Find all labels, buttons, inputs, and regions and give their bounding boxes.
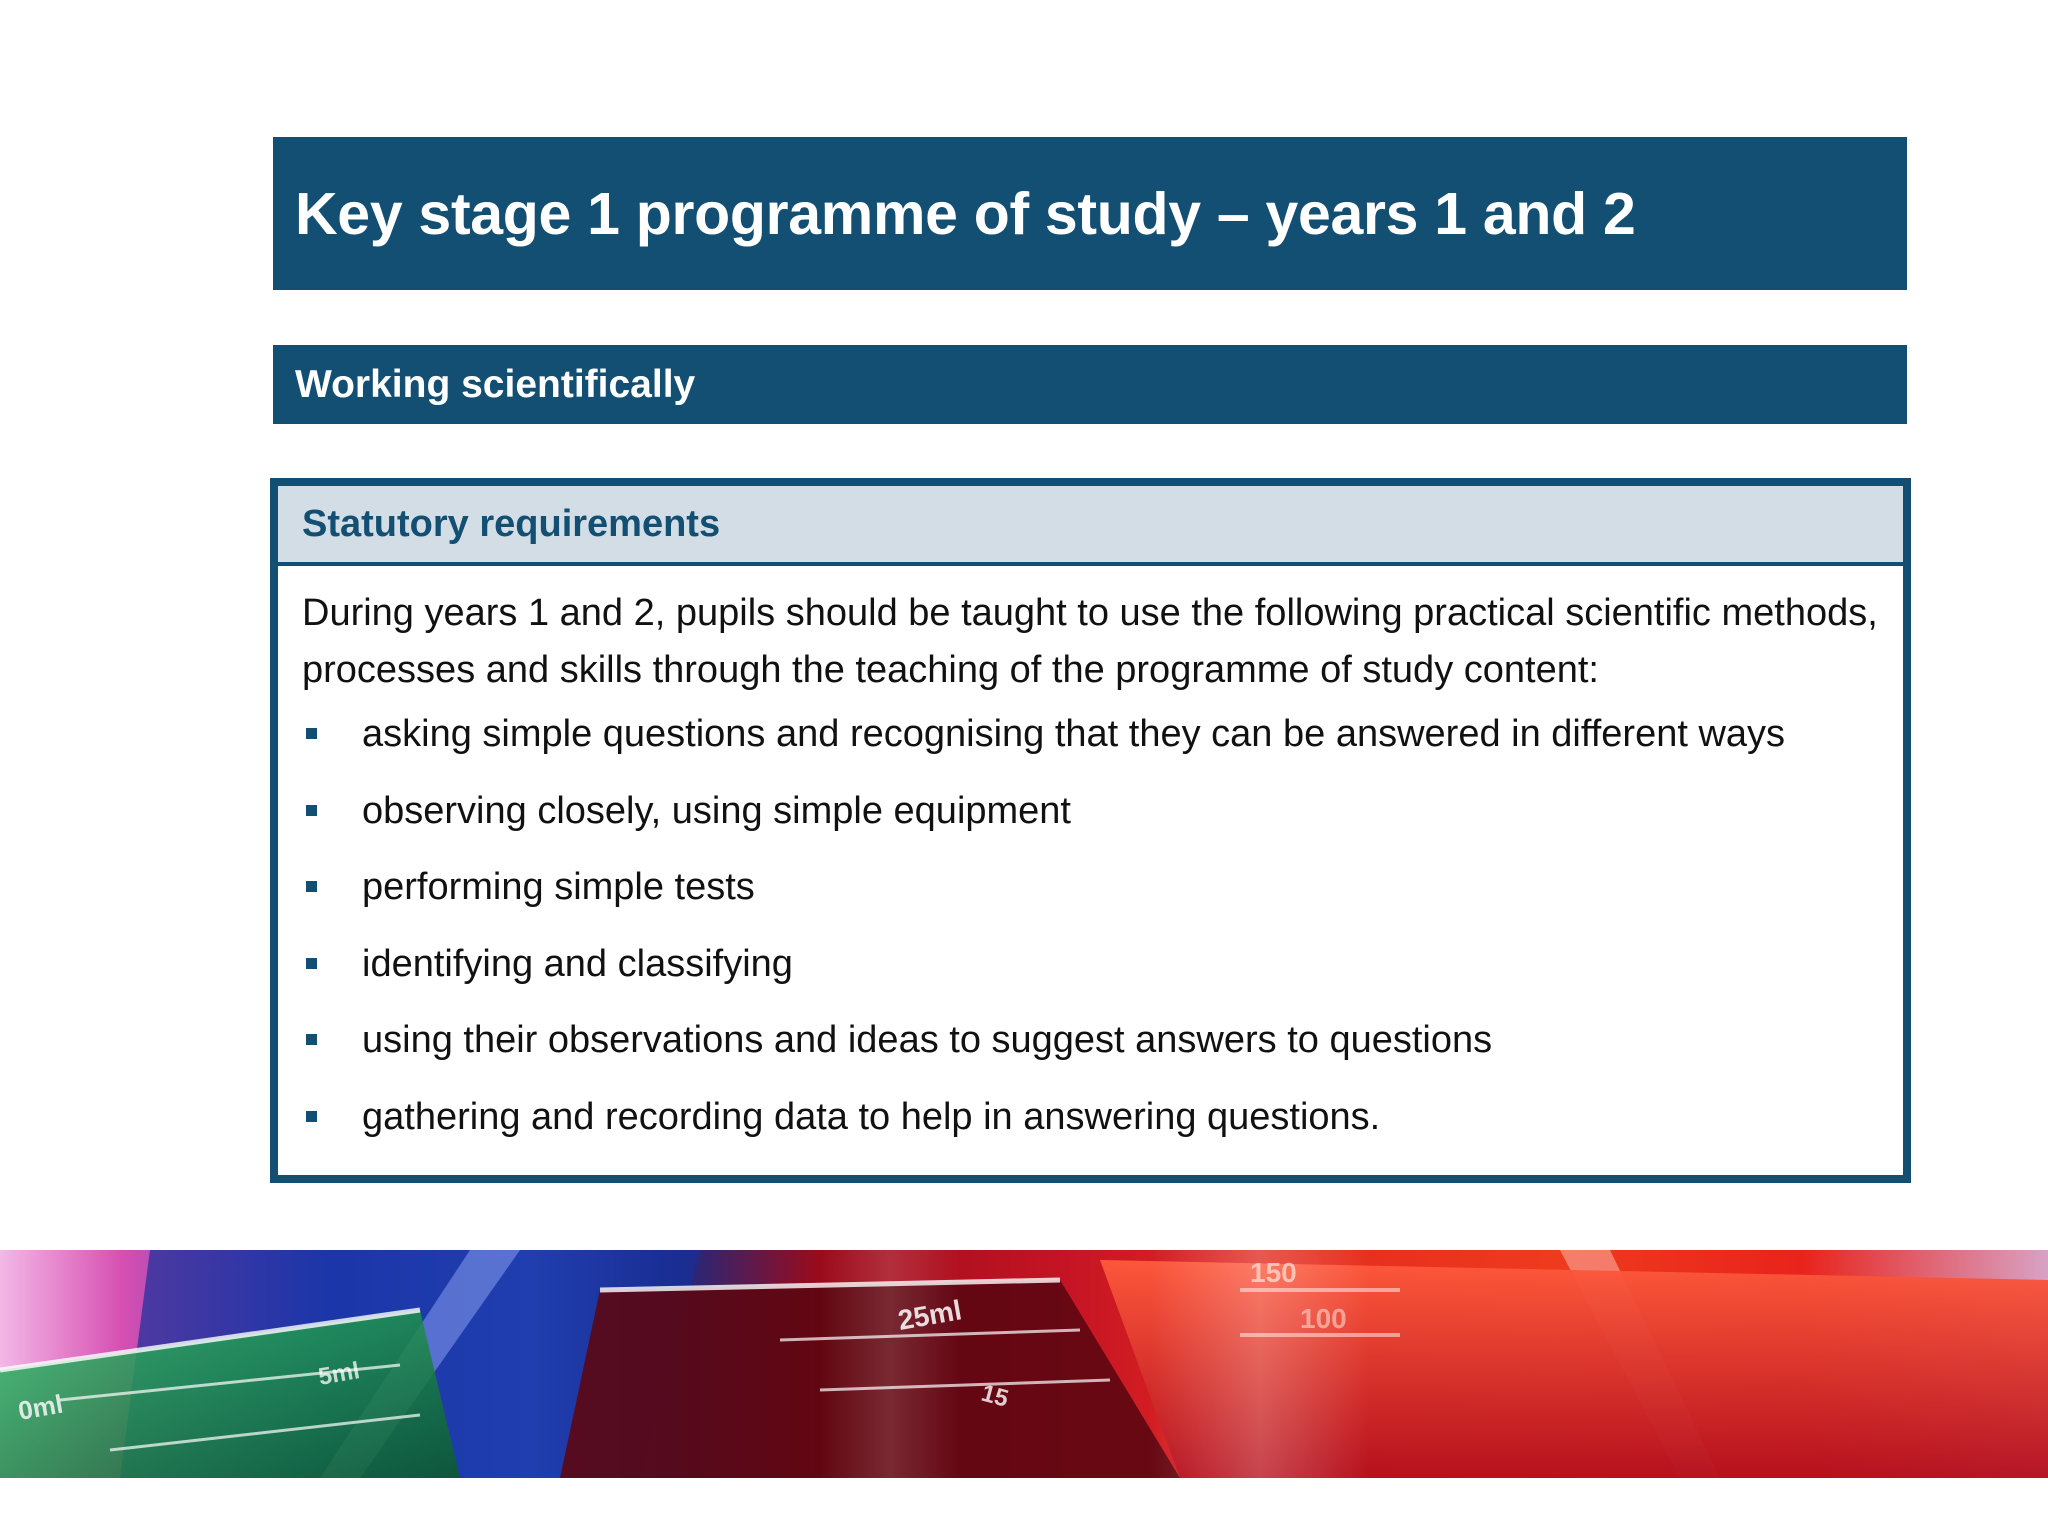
page-title: Key stage 1 programme of study – years 1 and 2 [295, 180, 1636, 247]
statutory-requirements-box [270, 478, 1911, 1183]
marking-text: 25ml [895, 1294, 964, 1336]
statutory-requirements-header [278, 486, 1903, 566]
requirements-list [302, 710, 1883, 1169]
requirement-text: using their observations and ideas to suggest answers to questions [362, 1019, 1493, 1061]
glass-reflection [820, 1250, 960, 1478]
requirement-text: gathering and recording data to help in answering questions. [362, 1095, 1381, 1138]
beakers-illustration [0, 1250, 2048, 1478]
marking-text: 15 [978, 1379, 1012, 1413]
requirement-text: observing closely, using simple equipment [362, 789, 1071, 832]
statutory-requirements-heading: Statutory requirements [302, 502, 721, 545]
requirement-item [302, 787, 1883, 864]
requirement-item [302, 1093, 1883, 1170]
requirement-item [302, 940, 1883, 1017]
page-title-bar [273, 137, 1907, 290]
lab-beakers-photo [0, 1250, 2048, 1478]
square-bullet-icon [306, 728, 317, 739]
square-bullet-icon [306, 958, 317, 969]
marking-text: 100 [1300, 1303, 1347, 1334]
section-title: Working scientifically [295, 362, 696, 406]
square-bullet-icon [306, 1111, 317, 1122]
section-header-bar [273, 345, 1907, 424]
square-bullet-icon [306, 805, 317, 816]
requirement-text: performing simple tests [362, 866, 755, 908]
requirement-item [302, 1016, 1883, 1093]
requirement-item [302, 710, 1883, 787]
requirements-intro: During years 1 and 2, pupils should be taught to use the following practical scientific methods, processes and skills through the teaching of the programme of study content: [302, 592, 1878, 691]
marking-text: 150 [1250, 1257, 1297, 1288]
requirement-item [302, 863, 1883, 940]
requirement-text: identifying and classifying [362, 942, 793, 985]
square-bullet-icon [306, 1034, 317, 1045]
square-bullet-icon [306, 881, 317, 892]
marking-text: 0ml [15, 1388, 66, 1426]
marking-text: 5ml [316, 1357, 362, 1391]
statutory-requirements-body [278, 585, 1903, 1169]
requirement-text: asking simple questions and recognising that they can be answered in different ways [362, 713, 1786, 755]
